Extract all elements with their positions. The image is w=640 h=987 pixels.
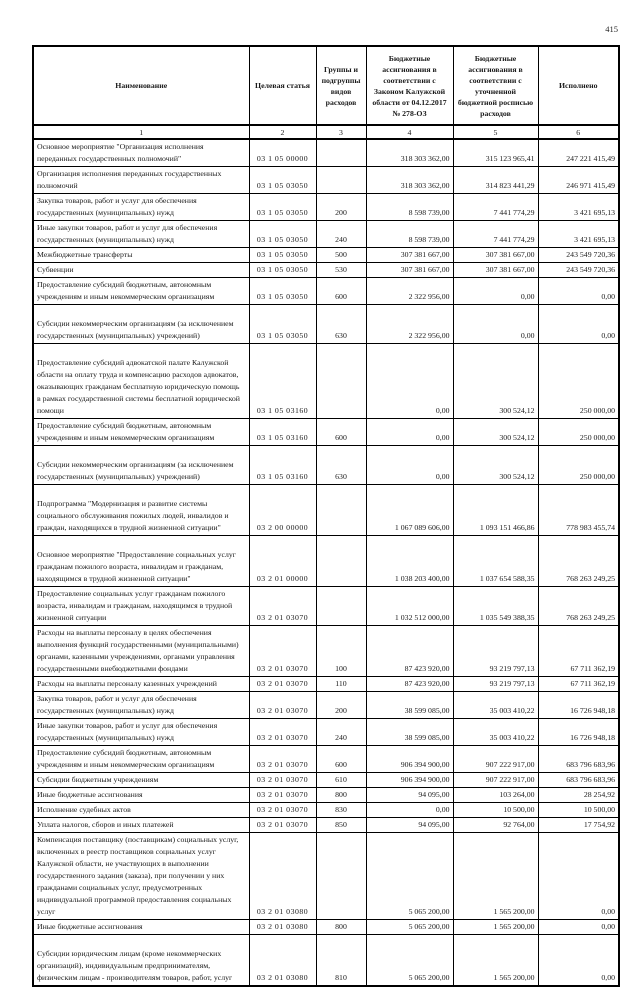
table-row bbox=[33, 344, 619, 419]
executed-cell: 0,00 bbox=[538, 278, 619, 305]
name-cell: Субсидии некоммерческим организациям (за исключением государственных (муниципальных) учреждений) bbox=[33, 446, 249, 485]
table-row bbox=[33, 587, 619, 626]
table-row bbox=[33, 746, 619, 773]
law-allocation-cell: 5 065 200,00 bbox=[366, 833, 453, 920]
executed-cell: 10 500,00 bbox=[538, 803, 619, 818]
name-cell: Предоставление субсидий адвокатской палате Калужской области на оплату труда и компенсацию расходов адвокатов, оказывающих гражданам бесплатную юридическую помощь в рамках государственной системы бесплатной юридической помощи bbox=[33, 344, 249, 419]
expense-group-cell: 600 bbox=[316, 419, 366, 446]
law-allocation-cell: 2 322 956,00 bbox=[366, 278, 453, 305]
executed-cell: 243 549 720,36 bbox=[538, 263, 619, 278]
expense-group-cell: 240 bbox=[316, 221, 366, 248]
executed-cell: 250 000,00 bbox=[538, 419, 619, 446]
name-cell: Закупка товаров, работ и услуг для обеспечения государственных (муниципальных) нужд bbox=[33, 194, 249, 221]
expense-group-cell: 500 bbox=[316, 248, 366, 263]
executed-cell: 243 549 720,36 bbox=[538, 248, 619, 263]
expense-group-cell: 200 bbox=[316, 194, 366, 221]
expense-group-cell: 850 bbox=[316, 818, 366, 833]
column-number: 2 bbox=[249, 125, 316, 139]
table-row bbox=[33, 788, 619, 803]
law-allocation-cell: 0,00 bbox=[366, 446, 453, 485]
law-allocation-cell: 318 303 362,00 bbox=[366, 139, 453, 167]
target-article-cell: 03 2 01 03070 bbox=[249, 692, 316, 719]
law-allocation-cell: 0,00 bbox=[366, 803, 453, 818]
executed-cell: 67 711 362,19 bbox=[538, 677, 619, 692]
executed-cell: 246 971 415,49 bbox=[538, 167, 619, 194]
target-article-cell: 03 2 01 03070 bbox=[249, 803, 316, 818]
updated-allocation-cell: 92 764,00 bbox=[453, 818, 538, 833]
expense-group-cell bbox=[316, 344, 366, 419]
col-header-target-article: Целевая статья bbox=[249, 46, 316, 125]
updated-allocation-cell: 1 093 151 466,86 bbox=[453, 485, 538, 536]
target-article-cell: 03 2 01 03080 bbox=[249, 920, 316, 935]
law-allocation-cell: 38 599 085,00 bbox=[366, 692, 453, 719]
target-article-cell: 03 1 05 03050 bbox=[249, 167, 316, 194]
expense-group-cell bbox=[316, 139, 366, 167]
name-cell: Организация исполнения переданных государственных полномочий bbox=[33, 167, 249, 194]
updated-allocation-cell: 1 565 200,00 bbox=[453, 920, 538, 935]
name-cell: Предоставление субсидий бюджетным, автономным учреждениям и иным некоммерческим организациям bbox=[33, 746, 249, 773]
table-row bbox=[33, 935, 619, 987]
table-row bbox=[33, 818, 619, 833]
updated-allocation-cell: 93 219 797,13 bbox=[453, 677, 538, 692]
name-cell: Основное мероприятие "Предоставление социальных услуг гражданам пожилого возраста, инвалидам и гражданам, находящимся в трудной жизненной ситуации" bbox=[33, 536, 249, 587]
target-article-cell: 03 2 00 00000 bbox=[249, 485, 316, 536]
law-allocation-cell: 906 394 900,00 bbox=[366, 773, 453, 788]
expense-group-cell: 610 bbox=[316, 773, 366, 788]
law-allocation-cell: 8 598 739,00 bbox=[366, 194, 453, 221]
expense-group-cell: 830 bbox=[316, 803, 366, 818]
expense-group-cell: 630 bbox=[316, 446, 366, 485]
table-row bbox=[33, 626, 619, 677]
executed-cell: 250 000,00 bbox=[538, 344, 619, 419]
updated-allocation-cell: 1 035 549 388,35 bbox=[453, 587, 538, 626]
name-cell: Субсидии юридическим лицам (кроме некоммерческих организаций), индивидуальным предпринимателям, физическим лицам - производителям товаров, работ, услуг bbox=[33, 935, 249, 987]
target-article-cell: 03 1 05 03160 bbox=[249, 419, 316, 446]
law-allocation-cell: 87 423 920,00 bbox=[366, 677, 453, 692]
column-number: 3 bbox=[316, 125, 366, 139]
executed-cell: 778 983 455,74 bbox=[538, 485, 619, 536]
name-cell: Расходы на выплаты персоналу в целях обеспечения выполнения функций государственными (муниципальными) органами, казенными учреждениями, органами управления государственными внебюджетными фондами bbox=[33, 626, 249, 677]
name-cell: Основное мероприятие "Организация исполнения переданных государственных полномочий" bbox=[33, 139, 249, 167]
name-cell: Иные закупки товаров, работ и услуг для обеспечения государственных (муниципальных) нужд bbox=[33, 719, 249, 746]
law-allocation-cell: 307 381 667,00 bbox=[366, 263, 453, 278]
column-number: 4 bbox=[366, 125, 453, 139]
table-row bbox=[33, 278, 619, 305]
updated-allocation-cell: 307 381 667,00 bbox=[453, 263, 538, 278]
updated-allocation-cell: 1 565 200,00 bbox=[453, 935, 538, 987]
table-row bbox=[33, 536, 619, 587]
expense-group-cell: 630 bbox=[316, 305, 366, 344]
target-article-cell: 03 2 01 03080 bbox=[249, 833, 316, 920]
name-cell: Исполнение судебных актов bbox=[33, 803, 249, 818]
executed-cell: 0,00 bbox=[538, 935, 619, 987]
table-row bbox=[33, 263, 619, 278]
expense-group-cell bbox=[316, 536, 366, 587]
name-cell: Предоставление субсидий бюджетным, автономным учреждениям и иным некоммерческим организациям bbox=[33, 278, 249, 305]
table-row bbox=[33, 803, 619, 818]
expense-group-cell: 200 bbox=[316, 692, 366, 719]
executed-cell: 16 726 948,18 bbox=[538, 692, 619, 719]
law-allocation-cell: 1 032 512 000,00 bbox=[366, 587, 453, 626]
name-cell: Субвенции bbox=[33, 263, 249, 278]
law-allocation-cell: 5 065 200,00 bbox=[366, 935, 453, 987]
updated-allocation-cell: 307 381 667,00 bbox=[453, 248, 538, 263]
name-cell: Закупка товаров, работ и услуг для обеспечения государственных (муниципальных) нужд bbox=[33, 692, 249, 719]
target-article-cell: 03 2 01 03080 bbox=[249, 935, 316, 987]
target-article-cell: 03 1 05 03050 bbox=[249, 305, 316, 344]
target-article-cell: 03 2 01 03070 bbox=[249, 626, 316, 677]
table-body bbox=[33, 139, 619, 986]
budget-table bbox=[32, 45, 620, 987]
table-row bbox=[33, 221, 619, 248]
executed-cell: 768 263 249,25 bbox=[538, 536, 619, 587]
executed-cell: 0,00 bbox=[538, 305, 619, 344]
name-cell: Межбюджетные трансферты bbox=[33, 248, 249, 263]
target-article-cell: 03 2 01 00000 bbox=[249, 536, 316, 587]
target-article-cell: 03 1 05 03160 bbox=[249, 446, 316, 485]
name-cell: Предоставление субсидий бюджетным, автономным учреждениям и иным некоммерческим организациям bbox=[33, 419, 249, 446]
expense-group-cell bbox=[316, 587, 366, 626]
table-row bbox=[33, 773, 619, 788]
target-article-cell: 03 1 05 00000 bbox=[249, 139, 316, 167]
expense-group-cell: 810 bbox=[316, 935, 366, 987]
target-article-cell: 03 1 05 03050 bbox=[249, 194, 316, 221]
law-allocation-cell: 87 423 920,00 bbox=[366, 626, 453, 677]
table-row bbox=[33, 194, 619, 221]
updated-allocation-cell: 0,00 bbox=[453, 278, 538, 305]
law-allocation-cell: 94 095,00 bbox=[366, 788, 453, 803]
target-article-cell: 03 2 01 03070 bbox=[249, 587, 316, 626]
updated-allocation-cell: 0,00 bbox=[453, 305, 538, 344]
expense-group-cell bbox=[316, 485, 366, 536]
table-row bbox=[33, 248, 619, 263]
expense-group-cell: 600 bbox=[316, 278, 366, 305]
updated-allocation-cell: 103 264,00 bbox=[453, 788, 538, 803]
expense-group-cell: 530 bbox=[316, 263, 366, 278]
updated-allocation-cell: 907 222 917,00 bbox=[453, 773, 538, 788]
executed-cell: 683 796 683,96 bbox=[538, 773, 619, 788]
updated-allocation-cell: 314 823 441,29 bbox=[453, 167, 538, 194]
law-allocation-cell: 0,00 bbox=[366, 344, 453, 419]
col-header-executed: Исполнено bbox=[538, 46, 619, 125]
expense-group-cell: 800 bbox=[316, 788, 366, 803]
col-header-law-allocations: Бюджетные ассигнования в соответствии с Законом Калужской области от 04.12.2017 № 278-ОЗ bbox=[366, 46, 453, 125]
expense-group-cell: 110 bbox=[316, 677, 366, 692]
target-article-cell: 03 1 05 03050 bbox=[249, 221, 316, 248]
executed-cell: 3 421 695,13 bbox=[538, 194, 619, 221]
target-article-cell: 03 2 01 03070 bbox=[249, 773, 316, 788]
table-row bbox=[33, 167, 619, 194]
table-row bbox=[33, 833, 619, 920]
name-cell: Компенсация поставщику (поставщикам) социальных услуг, включенных в реестр поставщиков социальных услуг Калужской области, не участвующих в выполнении государственного задания (заказа), при получении у них гражданами социальных услуг, предусмотренных индивидуальной программой предоставления социальных услуг bbox=[33, 833, 249, 920]
executed-cell: 67 711 362,19 bbox=[538, 626, 619, 677]
page-number: 415 bbox=[605, 24, 618, 34]
name-cell: Иные бюджетные ассигнования bbox=[33, 920, 249, 935]
expense-group-cell bbox=[316, 833, 366, 920]
executed-cell: 247 221 415,49 bbox=[538, 139, 619, 167]
table-row bbox=[33, 446, 619, 485]
name-cell: Предоставление социальных услуг гражданам пожилого возраста, инвалидам и гражданам, находящимся в трудной жизненной ситуации bbox=[33, 587, 249, 626]
table-row bbox=[33, 920, 619, 935]
name-cell: Иные бюджетные ассигнования bbox=[33, 788, 249, 803]
executed-cell: 28 254,92 bbox=[538, 788, 619, 803]
target-article-cell: 03 1 05 03050 bbox=[249, 263, 316, 278]
updated-allocation-cell: 1 565 200,00 bbox=[453, 833, 538, 920]
executed-cell: 3 421 695,13 bbox=[538, 221, 619, 248]
updated-allocation-cell: 10 500,00 bbox=[453, 803, 538, 818]
target-article-cell: 03 2 01 03070 bbox=[249, 818, 316, 833]
table-row bbox=[33, 485, 619, 536]
name-cell: Субсидии некоммерческим организациям (за исключением государственных (муниципальных) учреждений) bbox=[33, 305, 249, 344]
law-allocation-cell: 1 067 089 606,00 bbox=[366, 485, 453, 536]
name-cell: Иные закупки товаров, работ и услуг для обеспечения государственных (муниципальных) нужд bbox=[33, 221, 249, 248]
law-allocation-cell: 5 065 200,00 bbox=[366, 920, 453, 935]
table-row bbox=[33, 677, 619, 692]
table-row bbox=[33, 719, 619, 746]
law-allocation-cell: 8 598 739,00 bbox=[366, 221, 453, 248]
col-header-expense-groups: Группы и подгруппы видов расходов bbox=[316, 46, 366, 125]
header-row bbox=[33, 46, 619, 125]
col-header-updated-allocations: Бюджетные ассигнования в соответствии с уточненной бюджетной росписью расходов bbox=[453, 46, 538, 125]
column-number: 5 bbox=[453, 125, 538, 139]
law-allocation-cell: 94 095,00 bbox=[366, 818, 453, 833]
expense-group-cell bbox=[316, 167, 366, 194]
law-allocation-cell: 1 038 203 400,00 bbox=[366, 536, 453, 587]
updated-allocation-cell: 1 037 654 588,35 bbox=[453, 536, 538, 587]
executed-cell: 683 796 683,96 bbox=[538, 746, 619, 773]
expense-group-cell: 600 bbox=[316, 746, 366, 773]
table-row bbox=[33, 419, 619, 446]
law-allocation-cell: 906 394 900,00 bbox=[366, 746, 453, 773]
executed-cell: 250 000,00 bbox=[538, 446, 619, 485]
target-article-cell: 03 1 05 03160 bbox=[249, 344, 316, 419]
table-header bbox=[33, 46, 619, 139]
table-row bbox=[33, 305, 619, 344]
updated-allocation-cell: 300 524,12 bbox=[453, 344, 538, 419]
updated-allocation-cell: 300 524,12 bbox=[453, 446, 538, 485]
executed-cell: 768 263 249,25 bbox=[538, 587, 619, 626]
updated-allocation-cell: 315 123 965,41 bbox=[453, 139, 538, 167]
updated-allocation-cell: 35 003 410,22 bbox=[453, 692, 538, 719]
law-allocation-cell: 0,00 bbox=[366, 419, 453, 446]
executed-cell: 16 726 948,18 bbox=[538, 719, 619, 746]
name-cell: Уплата налогов, сборов и иных платежей bbox=[33, 818, 249, 833]
name-cell: Субсидии бюджетным учреждениям bbox=[33, 773, 249, 788]
column-number: 6 bbox=[538, 125, 619, 139]
updated-allocation-cell: 7 441 774,29 bbox=[453, 221, 538, 248]
name-cell: Расходы на выплаты персоналу казенных учреждений bbox=[33, 677, 249, 692]
executed-cell: 17 754,92 bbox=[538, 818, 619, 833]
column-number: 1 bbox=[33, 125, 249, 139]
column-number-row bbox=[33, 125, 619, 139]
updated-allocation-cell: 907 222 917,00 bbox=[453, 746, 538, 773]
target-article-cell: 03 1 05 03050 bbox=[249, 248, 316, 263]
updated-allocation-cell: 300 524,12 bbox=[453, 419, 538, 446]
executed-cell: 0,00 bbox=[538, 920, 619, 935]
law-allocation-cell: 307 381 667,00 bbox=[366, 248, 453, 263]
expense-group-cell: 800 bbox=[316, 920, 366, 935]
updated-allocation-cell: 93 219 797,13 bbox=[453, 626, 538, 677]
table-row bbox=[33, 692, 619, 719]
target-article-cell: 03 2 01 03070 bbox=[249, 746, 316, 773]
target-article-cell: 03 2 01 03070 bbox=[249, 788, 316, 803]
table-row bbox=[33, 139, 619, 167]
updated-allocation-cell: 35 003 410,22 bbox=[453, 719, 538, 746]
target-article-cell: 03 1 05 03050 bbox=[249, 278, 316, 305]
target-article-cell: 03 2 01 03070 bbox=[249, 677, 316, 692]
name-cell: Подпрограмма "Модернизация и развитие системы социального обслуживания пожилых людей, инвалидов и граждан, находящихся в трудной жизненной ситуации" bbox=[33, 485, 249, 536]
law-allocation-cell: 2 322 956,00 bbox=[366, 305, 453, 344]
target-article-cell: 03 2 01 03070 bbox=[249, 719, 316, 746]
law-allocation-cell: 38 599 085,00 bbox=[366, 719, 453, 746]
col-header-name: Наименование bbox=[33, 46, 249, 125]
expense-group-cell: 240 bbox=[316, 719, 366, 746]
law-allocation-cell: 318 303 362,00 bbox=[366, 167, 453, 194]
executed-cell: 0,00 bbox=[538, 833, 619, 920]
updated-allocation-cell: 7 441 774,29 bbox=[453, 194, 538, 221]
expense-group-cell: 100 bbox=[316, 626, 366, 677]
